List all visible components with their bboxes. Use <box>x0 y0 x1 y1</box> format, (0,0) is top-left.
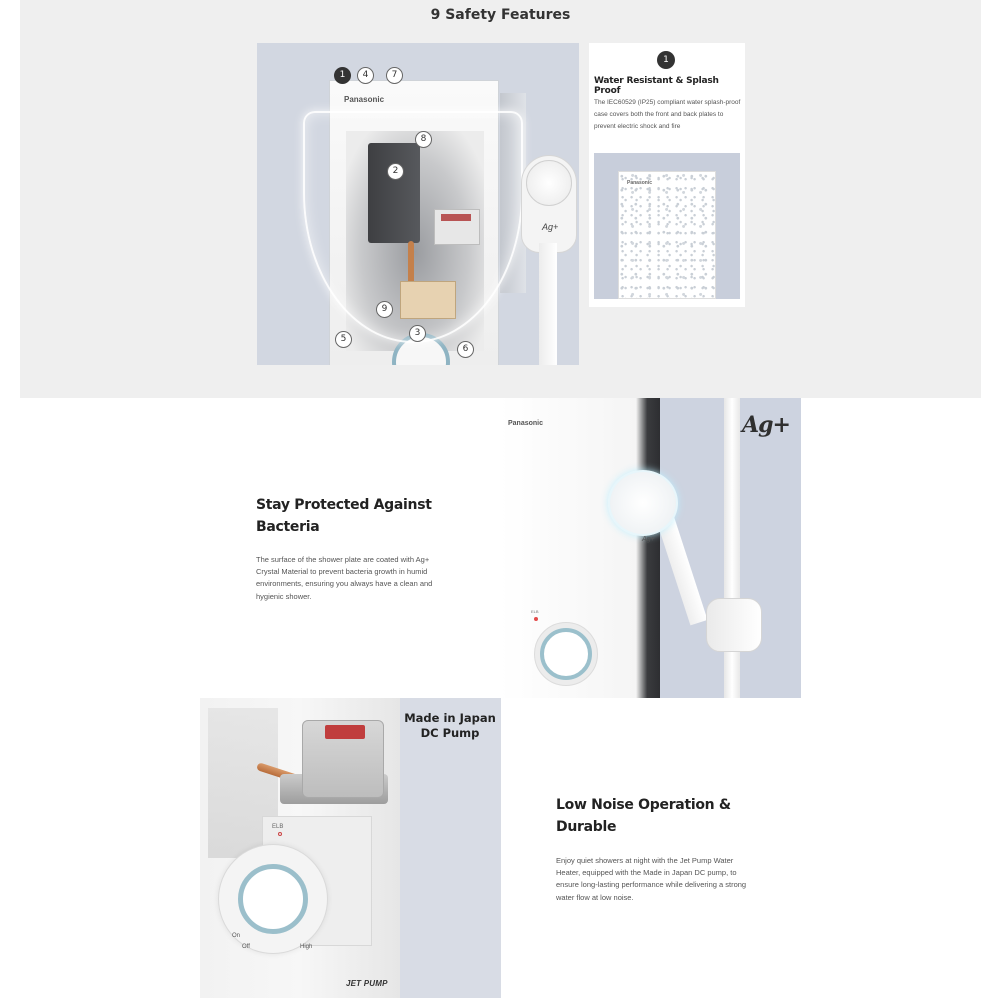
temperature-dial-icon <box>540 628 592 680</box>
elb-indicator-light <box>278 832 282 836</box>
splash-proof-image <box>594 153 740 299</box>
hotspot-badge-1[interactable]: 1 <box>334 67 351 84</box>
shower-head-icon <box>608 470 678 536</box>
hotspot-badge-5[interactable]: 5 <box>335 331 352 348</box>
rail-clamp <box>706 598 762 652</box>
feature-info-card <box>589 43 745 307</box>
section-title: 9 Safety Features <box>430 7 571 23</box>
heater-front <box>500 398 660 698</box>
water-droplet-texture <box>618 171 716 299</box>
heater-cutaway-image <box>257 43 579 365</box>
elb-label: ELB <box>531 609 539 614</box>
bacteria-description: The surface of the shower plate are coated with Ag+ Crystal Material to prevent bacteria growth in humid environments, ensuring you always have a clean and hygienic shower. <box>256 555 433 601</box>
shower-rail <box>724 398 740 698</box>
elb-label: ELB <box>272 824 284 830</box>
safety-features-section <box>20 0 981 398</box>
bacteria-title: Stay Protected Against Bacteria <box>256 497 432 535</box>
low-noise-title: Low Noise Operation & Durable <box>556 797 731 835</box>
hotspot-badge-8[interactable]: 8 <box>415 131 432 148</box>
hotspot-badge-2[interactable]: 2 <box>387 163 404 180</box>
ag-plus-logo-small: Ag+ <box>542 222 559 232</box>
hotspot-badge-4[interactable]: 4 <box>357 67 374 84</box>
pump-connector <box>325 725 365 739</box>
jet-pump-label: JET PUMP <box>346 979 388 988</box>
ag-plus-logo: Ag+ <box>742 412 790 438</box>
shower-head-icon <box>521 155 577 253</box>
feature-number-badge: 1 <box>657 51 675 69</box>
hotspot-badge-9[interactable]: 9 <box>376 301 393 318</box>
hotspot-badge-3[interactable]: 3 <box>409 325 426 342</box>
shower-face <box>526 160 572 206</box>
heater-interior <box>200 698 400 998</box>
dc-pump <box>302 720 384 798</box>
heater-brand-logo: Panasonic <box>344 95 385 104</box>
dc-pump-image <box>200 698 501 998</box>
feature-description: The IEC60529 (IP25) compliant water splash-proof case covers both the front and back plates to prevent electric shock and fire <box>594 99 741 130</box>
heater-brand-logo: Panasonic <box>508 420 544 427</box>
feature-title: Water Resistant & Splash Proof <box>594 76 719 96</box>
hotspot-badge-6[interactable]: 6 <box>457 341 474 358</box>
shower-handle <box>656 515 707 625</box>
temperature-dial-icon <box>238 864 308 934</box>
splash-plate-brand: Panasonic <box>627 180 653 186</box>
dial-high-label: High <box>300 944 313 950</box>
made-in-japan-label: Made in Japan DC Pump <box>404 711 496 740</box>
hotspot-badge-7[interactable]: 7 <box>386 67 403 84</box>
dial-on-label: On <box>232 933 241 939</box>
low-noise-description: Enjoy quiet showers at night with the Jet Pump Water Heater, equipped with the Made in Japan DC pump, to ensure long-lasting performance while delivering a strong water flow at low noise. <box>556 856 747 902</box>
elb-indicator-light <box>534 617 538 621</box>
shower-handle <box>539 243 557 365</box>
ag-shower-image <box>500 398 801 698</box>
ag-plus-logo-small: Ag+ <box>642 536 655 543</box>
dial-off-label: Off <box>242 944 250 950</box>
